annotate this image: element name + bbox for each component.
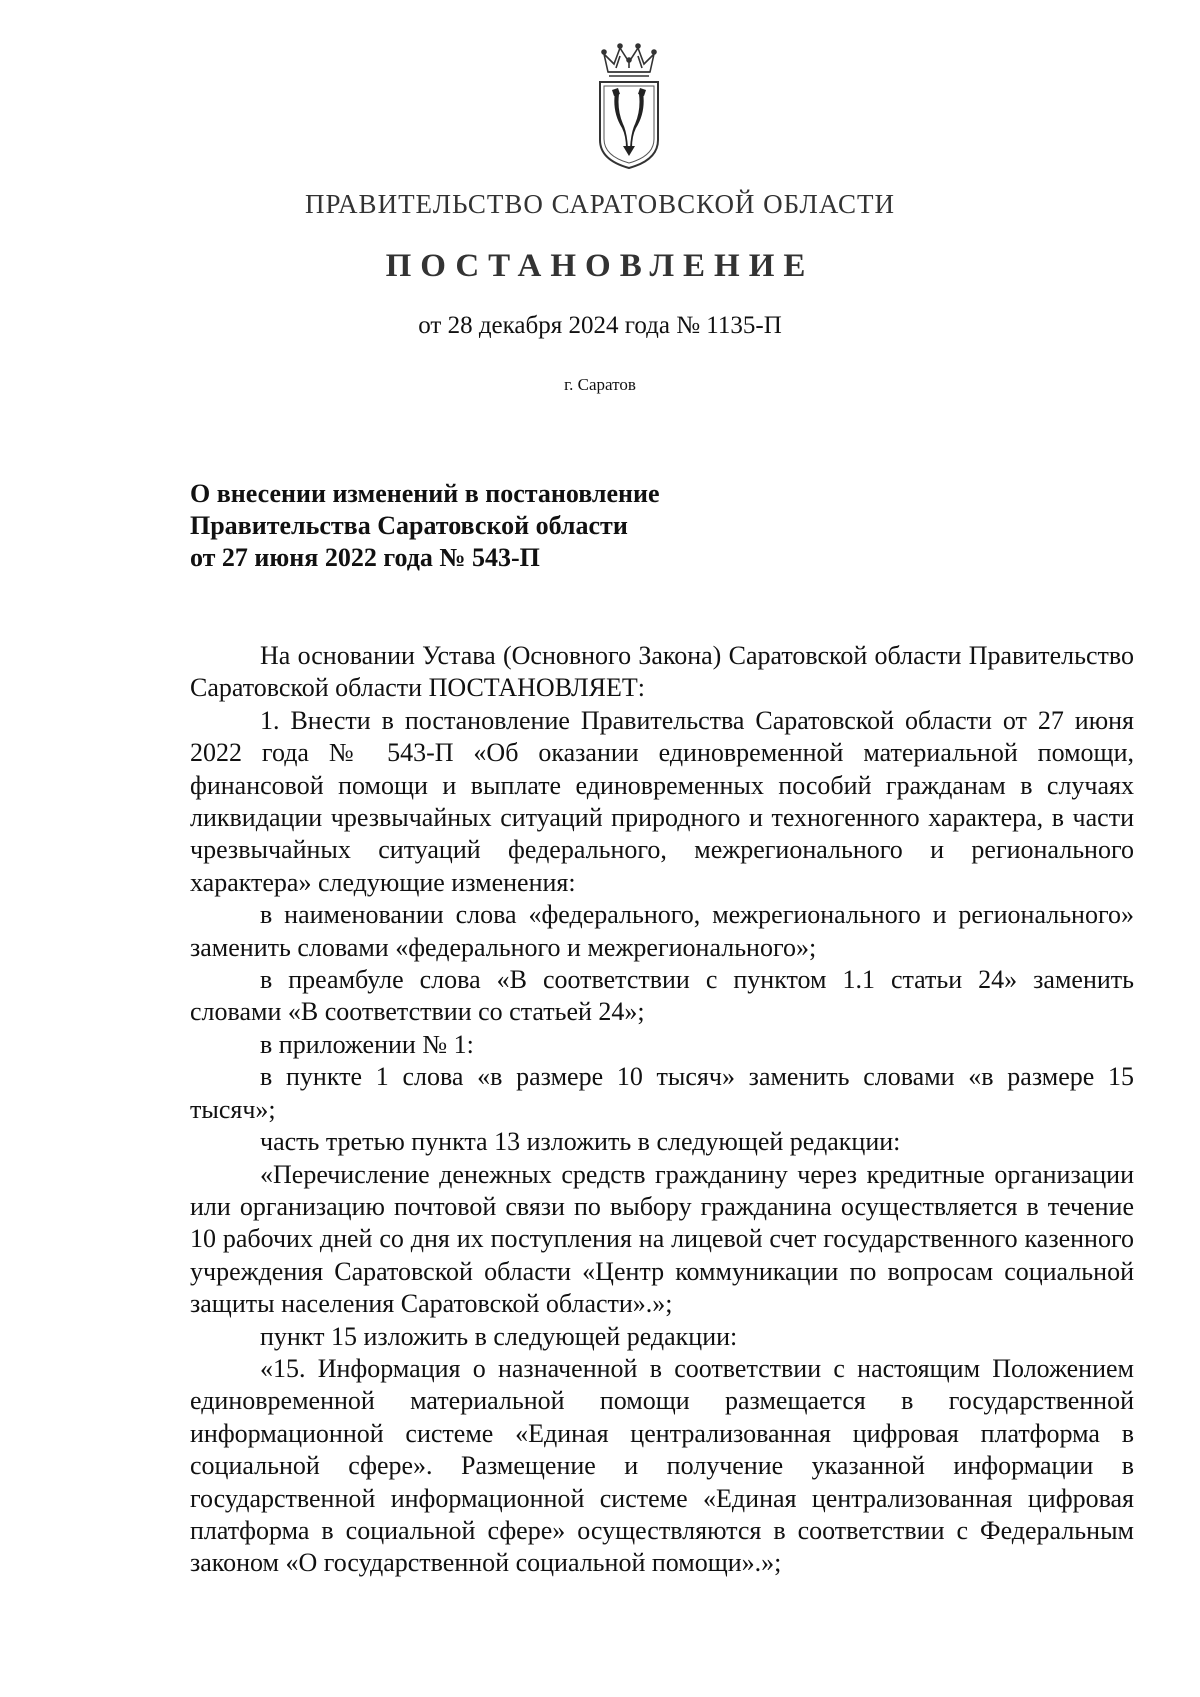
subject-line: Правительства Саратовской области <box>190 511 628 540</box>
body-paragraph: в пункте 1 слова «в размере 10 тысяч» заменить словами «в размере 15 тысяч»; <box>190 1062 1134 1124</box>
government-name: ПРАВИТЕЛЬСТВО САРАТОВСКОЙ ОБЛАСТИ <box>305 189 895 219</box>
body-paragraph: в приложении № 1: <box>260 1029 474 1059</box>
body-paragraph-preamble: На основании Устава (Основного Закона) Саратовской области Правительство Саратовской области ПОСТАНОВЛЯЕТ: <box>190 641 1134 703</box>
body-paragraph-quote: «15. Информация о назначенной в соответствии с настоящим Положением единовременной материальной помощи размещается в государственной информационной системе «Единая централизованная цифровая платформа в социальной сфере». Размещение и получение указанной информации в государственной информационной системе «Единая централизованная цифровая платформа в социальной сфере» осуществляются в соответствии с Федеральным законом «О государственной социальной помощи».»; <box>190 1353 1134 1578</box>
document-type: ПОСТАНОВЛЕНИЕ <box>385 248 815 284</box>
body-paragraph: в наименовании слова «федерального, межрегионального и регионального» заменить словами «федерального и межрегионального»; <box>190 900 1134 962</box>
document-date-number: от 28 декабря 2024 года № 1135-П <box>418 312 782 339</box>
subject-line: от 27 июня 2022 года № 543-П <box>190 543 540 572</box>
subject-line: О внесении изменений в постановление <box>190 479 660 508</box>
body-paragraph-item-1: 1. Внести в постановление Правительства Саратовской области от 27 июня 2022 года № 543-П «Об оказании единовременной материальной помощи, финансовой помощи и выплате единовременных пособий гражданам в случаях ликвидации чрезвычайных ситуаций природного и техногенного характера, в части чрезвычайных ситуаций федерального, межрегионального и регионального характера» следующие изменения: <box>190 705 1134 897</box>
document-subject <box>190 478 890 574</box>
document-body <box>190 640 1134 1580</box>
body-paragraph: в преамбуле слова «В соответствии с пунктом 1.1 статьи 24» заменить словами «В соответствии со статьей 24»; <box>190 965 1134 1027</box>
body-paragraph: пункт 15 изложить в следующей редакции: <box>260 1321 738 1351</box>
document-city: г. Саратов <box>564 375 636 394</box>
body-paragraph: часть третью пункта 13 изложить в следующей редакции: <box>260 1127 901 1157</box>
body-paragraph-quote: «Перечисление денежных средств гражданину через кредитные организации или организацию почтовой связи по выбору гражданина осуществляется в течение 10 рабочих дней со дня их поступления на лицевой счет государственного казенного учреждения Саратовской области «Центр коммуникации по вопросам социальной защиты населения Саратовской области».»; <box>190 1159 1134 1319</box>
coat-of-arms-icon <box>590 42 668 172</box>
